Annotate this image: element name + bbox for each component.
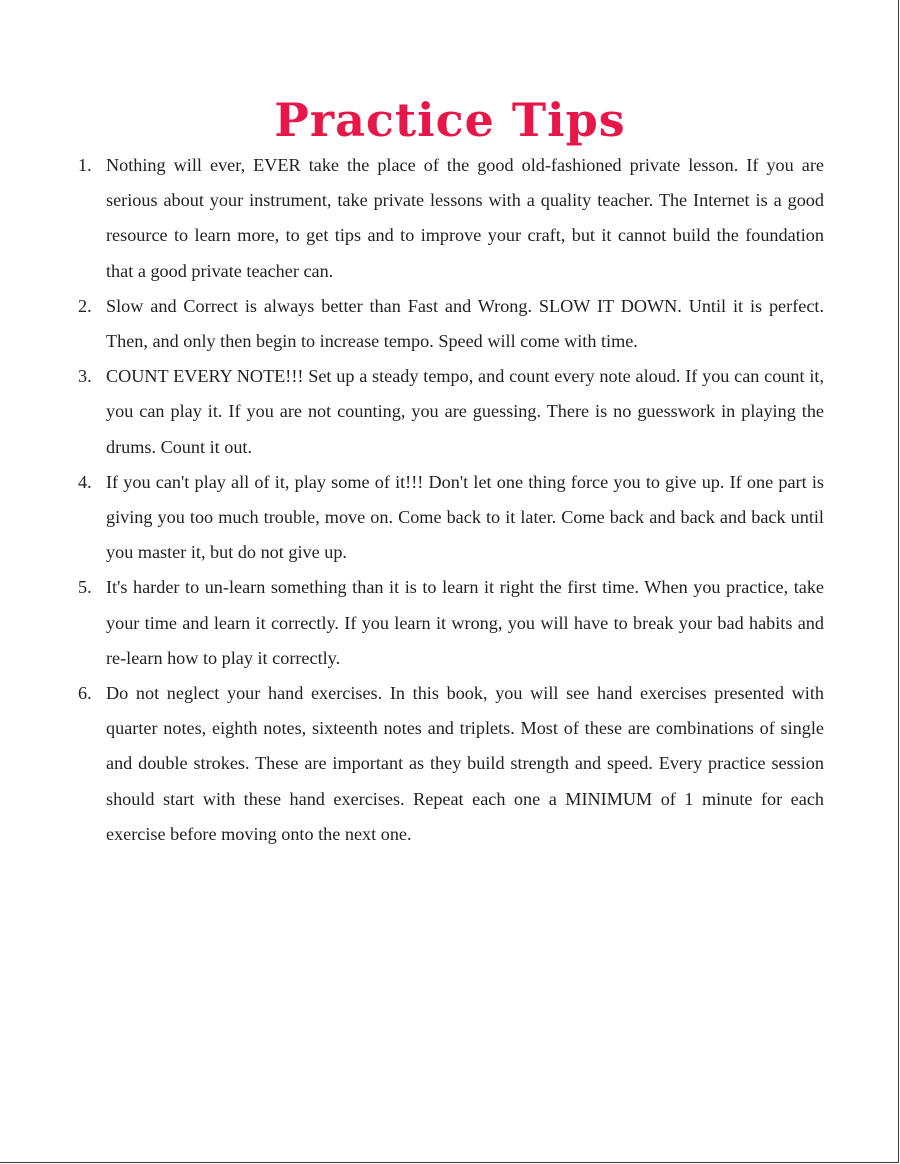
tips-list (72, 148, 824, 852)
list-item-number: 4. (78, 471, 92, 492)
list-item (72, 359, 824, 465)
list-item-number: 5. (78, 577, 92, 598)
list-item-text: Nothing will ever, EVER take the place of the good old-fashioned private lesson. If you are serious about your instrument, take private lessons with a quality teacher. The Internet is a good resource to learn more, to get tips and to improve your craft, but it cannot build the foundation that a good private teacher can. (106, 155, 824, 281)
list-item-number: 1. (78, 155, 92, 175)
list-item (72, 676, 824, 852)
list-item-text: COUNT EVERY NOTE!!! Set up a steady tempo, and count every note aloud. If you can count it, you can play it. If you are not counting, you are guessing. There is no guesswork in playing the drums. Count it out. (106, 366, 824, 457)
list-item-number: 6. (78, 683, 92, 704)
list-item-text: Slow and Correct is always better than Fast and Wrong. SLOW IT DOWN. Until it is perfect. Then, and only then begin to increase tempo. Speed will come with time. (106, 295, 824, 352)
list-item-number: 2. (78, 295, 92, 316)
list-item-text: If you can't play all of it, play some of it!!! Don't let one thing force you to give up. If one part is giving you too much trouble, move on. Come back to it later. Come back and back and back until you master it, but do not give up. (106, 471, 824, 563)
list-item-number: 3. (78, 366, 92, 387)
page-title: Practice Tips (274, 92, 626, 147)
list-item (72, 289, 824, 359)
list-item-text: It's harder to un-learn something than it is to learn it right the first time. When you practice, take your time and learn it correctly. If you learn it wrong, you will have to break your bad habits and re-learn how to play it correctly. (106, 577, 824, 668)
list-item (72, 570, 824, 676)
list-item (72, 148, 824, 289)
list-item-text: Do not neglect your hand exercises. In this book, you will see hand exercises presented with quarter notes, eighth notes, sixteenth notes and triplets. Most of these are combinations of single and double strokes. These are important as they build strength and speed. Every practice session should start with these hand exercises. Repeat each one a MINIMUM of 1 minute for each exercise before moving onto the next one. (106, 683, 824, 844)
list-item (72, 465, 824, 571)
